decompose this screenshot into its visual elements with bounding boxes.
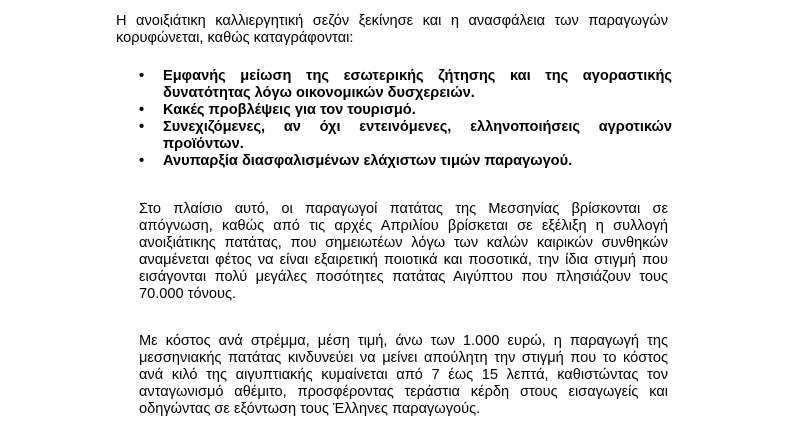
bullet-icon: • <box>139 68 145 84</box>
list-item <box>139 153 672 170</box>
list-item <box>139 102 672 119</box>
list-item <box>139 68 672 102</box>
bullet-text: Κακές προβλέψεις για τον τουρισμό. <box>163 102 416 118</box>
bullet-text: Συνεχιζόμενες, αν όχι εντεινόμενες, ελληνοποιήσεις αγροτικών προϊόντων. <box>163 119 672 152</box>
intro-paragraph: Η ανοιξιάτικη καλλιεργητική σεζόν ξεκίνησε και η ανασφάλεια των παραγωγών κορυφώνεται, καθώς καταγράφονται: <box>116 13 668 46</box>
bullet-text: Ανυπαρξία διασφαλισμένων ελάχιστων τιμών παραγωγού. <box>163 153 573 169</box>
body-paragraph-1: Στο πλαίσιο αυτό, οι παραγωγοί πατάτας της Μεσσηνίας βρίσκονται σε απόγνωση, καθώς από τις αρχές Απριλίου βρίσκεται σε εξέλιξη η συλλογή ανοιξιάτικης πατάτας, που σημειωτέων λόγω των καλών καιρικών συνθηκών αναμένεται φέτος να είναι εξαιρετική ποιοτικά και ποσοτικά, την ίδια στιγμή που εισάγονται πολύ μεγάλες ποσότητες πατάτας Αιγύπτου που πλησιάζουν τους 70.000 τόνους. <box>139 201 668 302</box>
bullet-text: Εμφανής μείωση της εσωτερικής ζήτησης και της αγοραστικής δυνατότητας λόγω οικονομικών δυσχερειών. <box>163 68 672 101</box>
bullet-icon: • <box>139 102 145 118</box>
bullet-icon: • <box>139 119 145 135</box>
list-item <box>139 119 672 153</box>
body-paragraph-2: Με κόστος ανά στρέμμα, μέση τιμή, άνω των 1.000 ευρώ, η παραγωγή της μεσσηνιακής πατάτας κινδυνεύει να μείνει απούλητη την στιγμή που το κόστος ανά κιλό της αιγυπτιακής κυμαίνεται από 7 έως 15 λεπτά, καθιστώντας τον ανταγωνισμό αθέμιτο, προσφέροντας τεράστια κέρδη στους εισαγωγείς και οδηγώντας σε εξόντωση τους Έλληνες παραγωγούς. <box>139 333 668 417</box>
bullet-icon: • <box>139 153 145 169</box>
bullet-list <box>139 68 672 170</box>
